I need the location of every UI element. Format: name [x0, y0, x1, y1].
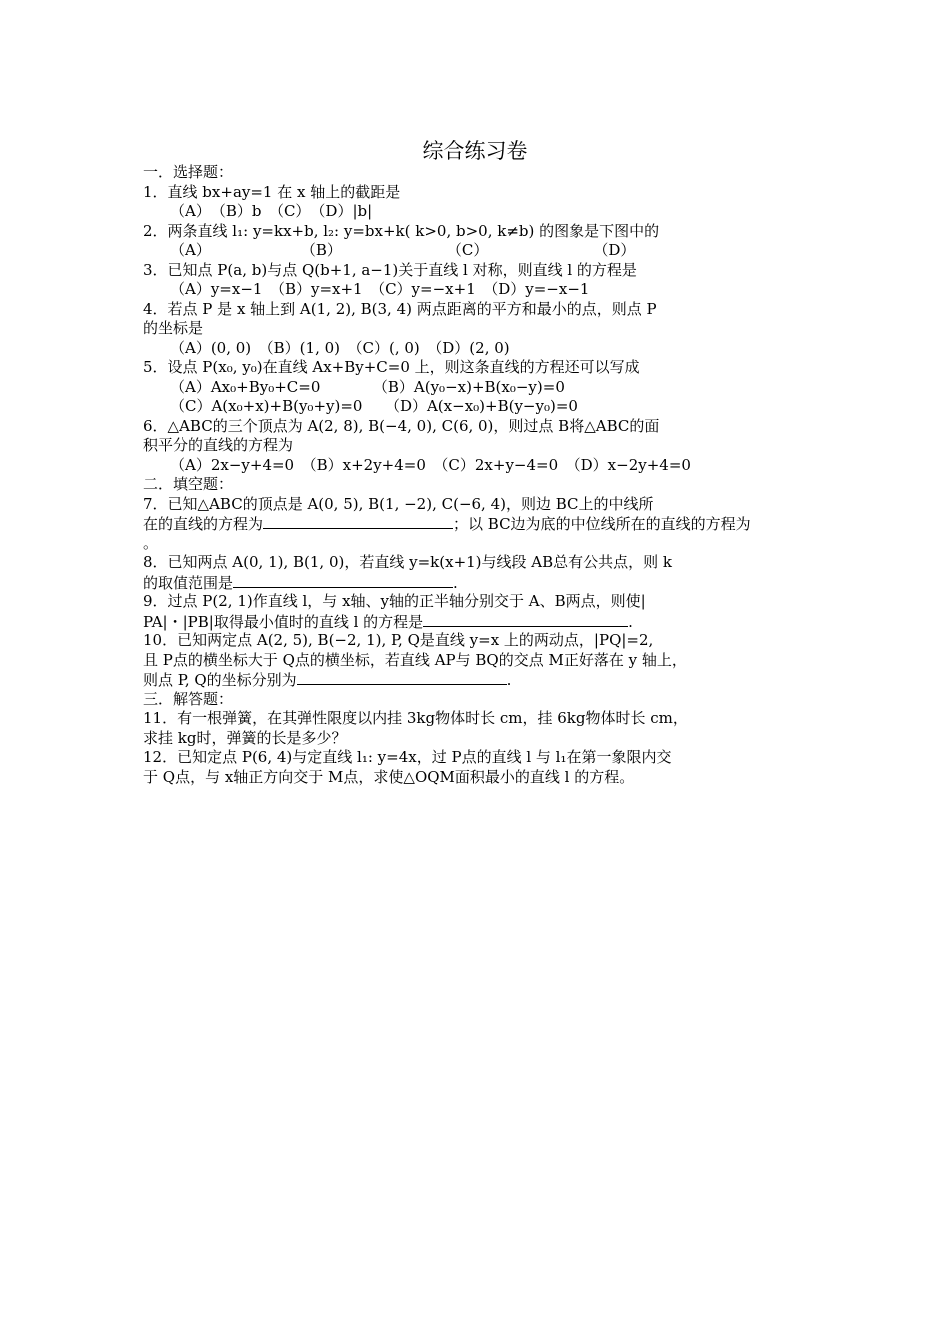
- line-text: 9．过点 P(2, 1)作直线 l，与 x轴、y轴的正半轴分别交于 A、B两点，则使|: [143, 592, 646, 610]
- text-line: [143, 183, 400, 202]
- text-line: [143, 612, 633, 631]
- line-text: 的坐标是: [143, 319, 204, 337]
- line-text: 12．已知定点 P(6, 4)与定直线 l₁: y=4x，过 P点的直线 l 与 l₁在第一象限内交: [143, 748, 672, 766]
- text-line: [143, 163, 233, 182]
- text-line: [143, 592, 646, 611]
- line-text: （C）A(x₀+x)+B(y₀+y)=0 （D）A(x−x₀)+B(y−y₀)=0: [170, 397, 578, 415]
- line-text: 积平分的直线的方程为: [143, 436, 294, 454]
- line-text: 1．直线 bx+ay=1 在 x 轴上的截距是: [143, 182, 401, 201]
- text-line: [143, 670, 511, 689]
- line-text: 求挂 kg时，弹簧的长是多少？: [143, 728, 347, 747]
- line-text: 且 P点的横坐标大于 Q点的横坐标，若直线 AP与 BQ的交点 M正好落在 y 轴上，: [143, 650, 687, 669]
- line-text: 3．已知点 P(a, b)与点 Q(b+1, a−1)关于直线 l 对称，则直线 l 的方程是: [143, 260, 637, 279]
- line-text: （A）y=x−1 （B）y=x+1 （C）y=−x+1 （D）y=−x−1: [170, 280, 590, 298]
- text-line: [143, 534, 158, 553]
- line-text: （A） （B） （C） （D）: [170, 241, 636, 259]
- answer-blank[interactable]: [263, 514, 453, 529]
- line-text: 于 Q点，与 x轴正方向交于 M点，求使△OQM面积最小的直线 l 的方程。: [143, 767, 635, 786]
- line-text: 5．设点 P(x₀, y₀)在直线 Ax+By+C=0 上，则这条直线的方程还可以写成: [143, 358, 640, 376]
- line-text-after-blank: ；以 BC边为底的中位线所在的直线的方程为: [453, 515, 751, 533]
- text-line: [143, 690, 233, 709]
- text-line: [143, 436, 293, 455]
- text-line: [143, 514, 751, 533]
- text-line: [170, 241, 635, 260]
- answer-blank[interactable]: [423, 612, 628, 627]
- line-text: 三．解答题：: [143, 689, 234, 708]
- line-text: 11．有一根弹簧，在其弹性限度以内挂 3kg物体时长 cm，挂 6kg物体时长 cm，: [143, 709, 688, 727]
- line-text: PA|・|PB|取得最小值时的直线 l 的方程是: [143, 612, 424, 631]
- line-text: 6．△ABC的三个顶点为 A(2, 8), B(−4, 0), C(6, 0)，则过点 B将△ABC的面: [143, 416, 660, 435]
- text-line: [143, 495, 654, 514]
- text-line: [143, 651, 687, 670]
- text-line: [143, 261, 637, 280]
- line-text: （A）(0, 0) （B）(1, 0) （C）(, 0) （D）(2, 0): [170, 338, 510, 357]
- text-line: [170, 202, 372, 221]
- text-line: [143, 300, 657, 319]
- text-line: [143, 417, 659, 436]
- line-text: 二．填空题：: [143, 475, 234, 493]
- text-line: [170, 378, 565, 397]
- text-line: [143, 358, 640, 377]
- text-line: [143, 222, 659, 241]
- text-line: [170, 280, 589, 299]
- text-line: [143, 709, 688, 728]
- text-line: [143, 553, 672, 572]
- answer-blank[interactable]: [233, 573, 453, 588]
- page-title: 综合练习卷: [422, 139, 528, 163]
- line-text: 2．两条直线 l₁: y=kx+b, l₂: y=bx+k( k>0, b>0, k≠b) 的图象是下图中的: [143, 221, 660, 240]
- text-line: [143, 748, 672, 767]
- line-text: （A）Ax₀+By₀+C=0 （B）A(y₀−x)+B(x₀−y)=0: [170, 377, 565, 396]
- text-line: [143, 768, 634, 787]
- line-text: （A）2x−y+4=0 （B）x+2y+4=0 （C）2x+y−4=0 （D）x−2y+4=0: [170, 455, 691, 474]
- answer-blank[interactable]: [297, 670, 507, 685]
- line-text: 则点 P, Q的坐标分别为: [143, 671, 297, 689]
- text-line: [170, 397, 578, 416]
- line-text-after-blank: .: [506, 671, 512, 689]
- line-text: 一．选择题：: [143, 163, 234, 181]
- line-text: 4．若点 P 是 x 轴上到 A(1, 2), B(3, 4) 两点距离的平方和最小的点，则点 P: [143, 299, 657, 318]
- line-text: 8．已知两点 A(0, 1), B(1, 0)，若直线 y=k(x+1)与线段 AB总有公共点，则 k: [143, 553, 673, 571]
- text-line: [143, 631, 653, 650]
- line-text: 7．已知△ABC的顶点是 A(0, 5), B(1, −2), C(−6, 4)，则边 BC上的中线所: [143, 494, 654, 513]
- text-line: [143, 475, 233, 494]
- line-text: 在的直线的方程为: [143, 515, 264, 533]
- line-text: 。: [143, 533, 159, 552]
- line-text-after-blank: .: [628, 612, 633, 631]
- text-line: [170, 339, 510, 358]
- text-line: [143, 573, 458, 592]
- line-text: 的取值范围是: [143, 573, 234, 592]
- line-text: 10．已知两定点 A(2, 5), B(−2, 1), P, Q是直线 y=x 上的两动点，|PQ|=2,: [143, 631, 654, 649]
- text-line: [143, 319, 203, 338]
- line-text: （A） （B）b （C） （D）|b|: [170, 202, 373, 220]
- text-line: [143, 729, 346, 748]
- text-line: [170, 456, 691, 475]
- line-text-after-blank: .: [453, 573, 458, 592]
